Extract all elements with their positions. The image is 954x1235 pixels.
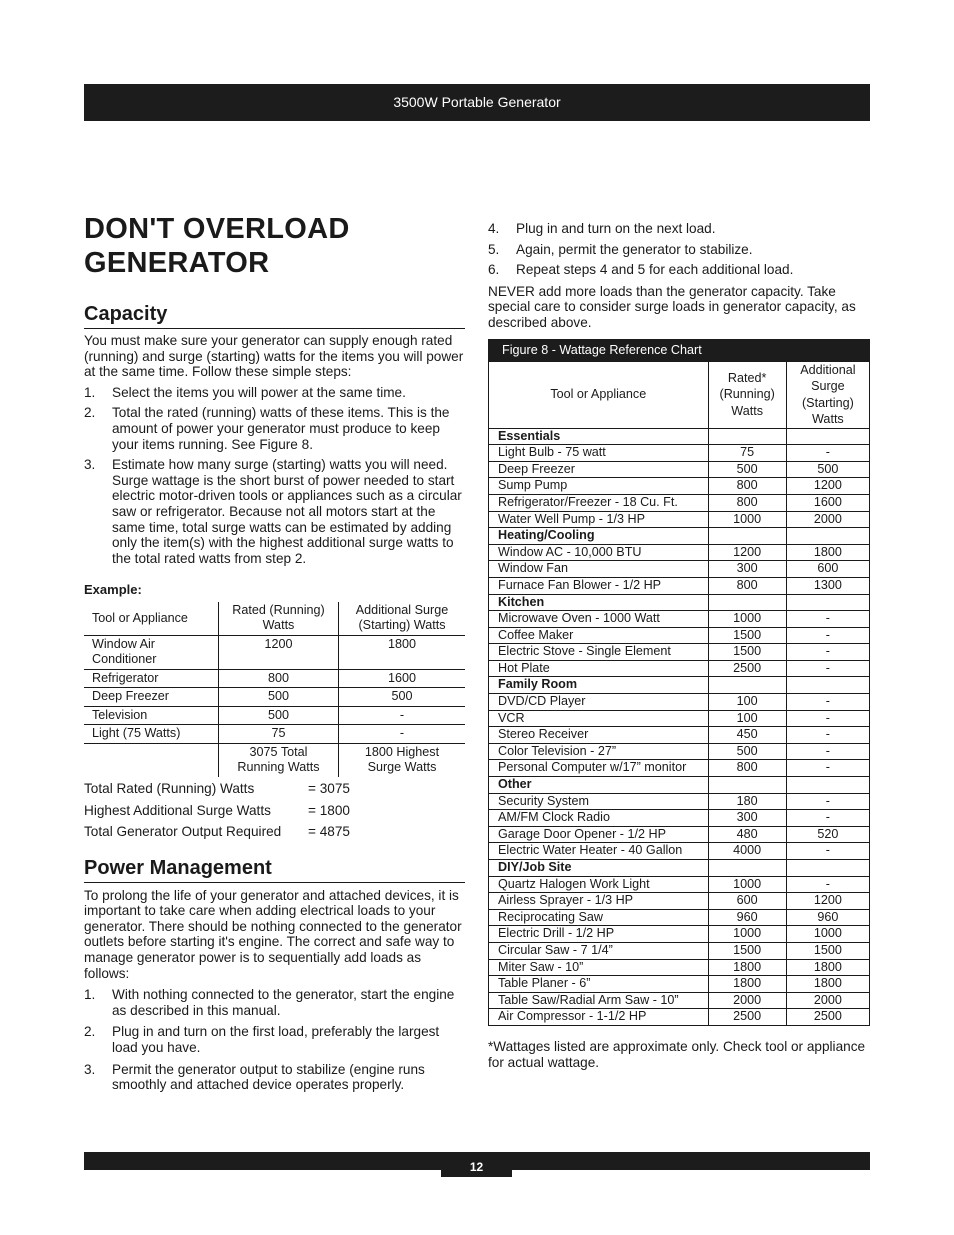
table-cell: - <box>786 445 869 462</box>
table-cell: Quartz Halogen Work Light <box>489 876 709 893</box>
table-cell: 500 <box>339 688 466 707</box>
table-cell: 450 <box>708 727 786 744</box>
table-cell: 300 <box>708 561 786 578</box>
category-row <box>489 860 870 877</box>
table-cell: VCR <box>489 710 709 727</box>
table-cell: Family Room <box>489 677 709 694</box>
table-cell: 1200 <box>786 893 869 910</box>
table-cell: Table Planer - 6” <box>489 976 709 993</box>
table-cell <box>786 860 869 877</box>
table-cell: - <box>339 706 466 725</box>
table-cell <box>708 594 786 611</box>
table-row <box>84 688 465 707</box>
capacity-heading: Capacity <box>84 302 465 329</box>
document-title: 3500W Portable Generator <box>393 94 561 110</box>
table-row <box>489 627 870 644</box>
table-row <box>489 1009 870 1026</box>
table-cell: Personal Computer w/17” monitor <box>489 760 709 777</box>
right-column <box>488 221 870 1070</box>
category-row <box>489 777 870 794</box>
table-cell: - <box>339 725 466 744</box>
table-cell <box>786 677 869 694</box>
table-cell: 2000 <box>786 992 869 1009</box>
table-cell: 2500 <box>708 1009 786 1026</box>
table-cell: Electric Stove - Single Element <box>489 644 709 661</box>
table-cell: Air Compressor - 1-1/2 HP <box>489 1009 709 1026</box>
table-cell: Kitchen <box>489 594 709 611</box>
table-row <box>489 909 870 926</box>
page-title-line-2: GENERATOR <box>84 247 270 279</box>
capacity-step: 3. Estimate how many surge (starting) watts you will need. Surge wattage is the short burst of power needed to start electric motor-driven tools or appliances such as a circular saw or refrigerator. Because not all motors start at the same time, total surge watts can be estimated by adding only the item(s) with the highest additional surge watts to the total rated watts from step 2. <box>84 457 462 566</box>
table-row <box>489 760 870 777</box>
example-label: Example: <box>84 582 142 598</box>
page-title <box>84 212 465 280</box>
table-cell: Window Fan <box>489 561 709 578</box>
power-step: 2. Plug in and turn on the first load, preferably the largest load you have. <box>84 1024 440 1056</box>
table-row <box>489 727 870 744</box>
summary-row: Total Rated (Running) Watts = 3075 <box>84 780 350 796</box>
table-row <box>489 694 870 711</box>
power-step: 1. With nothing connected to the generator, start the engine as described in this manual. <box>84 987 455 1018</box>
table-cell: Garage Door Opener - 1/2 HP <box>489 826 709 843</box>
table-cell: Stereo Receiver <box>489 727 709 744</box>
totals-row <box>84 743 465 777</box>
summary-row: Total Generator Output Required = 4875 <box>84 824 350 840</box>
table-row <box>489 611 870 628</box>
table-cell: 500 <box>219 688 339 707</box>
table-cell: Water Well Pump - 1/3 HP <box>489 511 709 528</box>
table-row <box>489 461 870 478</box>
table-cell: Other <box>489 777 709 794</box>
power-management-intro: To prolong the life of your generator and attached devices, it is important to take care when adding electrical loads to your generator. There should be nothing connected to the generator outlets before starting it's engine. The correct and safe way to manage generator power is to sequentially add loads as follows: <box>84 887 462 981</box>
table-row <box>489 893 870 910</box>
power-management-steps <box>84 987 465 1093</box>
table-cell: 1500 <box>786 942 869 959</box>
table-cell: 75 <box>219 725 339 744</box>
totals-cell <box>84 743 219 777</box>
overload-warning: NEVER add more loads than the generator capacity. Take special care to consider surge loads in generator capacity, as described above. <box>488 283 856 330</box>
header-bar <box>84 84 870 121</box>
table-row <box>489 959 870 976</box>
table-cell: Security System <box>489 793 709 810</box>
table-row <box>489 494 870 511</box>
table-row <box>489 793 870 810</box>
table-cell: 1500 <box>708 627 786 644</box>
table-row <box>489 710 870 727</box>
table-row <box>489 826 870 843</box>
column-header: Additional Surge (Starting) Watts <box>786 361 869 428</box>
table-cell: Circular Saw - 7 1/4” <box>489 942 709 959</box>
table-cell: 1000 <box>786 926 869 943</box>
table-cell: 1800 <box>339 635 466 669</box>
table-row <box>489 992 870 1009</box>
table-cell <box>708 528 786 545</box>
table-cell: - <box>786 611 869 628</box>
table-cell: 1200 <box>786 478 869 495</box>
table-cell <box>786 594 869 611</box>
table-row <box>489 926 870 943</box>
table-row <box>489 843 870 860</box>
power-step: 4. Plug in and turn on the next load. <box>488 221 716 236</box>
table-cell: 1000 <box>708 876 786 893</box>
category-row <box>489 677 870 694</box>
table-cell: 800 <box>219 669 339 688</box>
table-cell: Refrigerator/Freezer - 18 Cu. Ft. <box>489 494 709 511</box>
table-cell: 500 <box>708 461 786 478</box>
table-row <box>489 561 870 578</box>
table-cell: 1200 <box>219 635 339 669</box>
totals-cell: 3075 Total Running Watts <box>219 743 339 777</box>
power-step: 3. Permit the generator output to stabilize (engine runs smoothly and attached device operates properly. <box>84 1061 425 1093</box>
table-cell: Airless Sprayer - 1/3 HP <box>489 893 709 910</box>
table-cell: 800 <box>708 577 786 594</box>
table-cell: 1800 <box>786 544 869 561</box>
table-cell: Furnace Fan Blower - 1/2 HP <box>489 577 709 594</box>
table-row <box>489 445 870 462</box>
capacity-step: 2. Total the rated (running) watts of these items. This is the amount of power your generator must produce to keep your items running. See Figure 8. <box>84 405 450 452</box>
table-row <box>489 511 870 528</box>
table-row <box>489 660 870 677</box>
table-row <box>489 810 870 827</box>
table-cell: Window AC - 10,000 BTU <box>489 544 709 561</box>
example-table-header <box>84 602 465 636</box>
column-header: Tool or Appliance <box>489 361 709 428</box>
table-cell <box>786 528 869 545</box>
table-cell <box>786 428 869 445</box>
capacity-step: 1. Select the items you will power at the same time. <box>84 384 406 400</box>
table-cell <box>708 677 786 694</box>
table-cell: Electric Drill - 1/2 HP <box>489 926 709 943</box>
table-cell <box>708 428 786 445</box>
table-cell: 1600 <box>786 494 869 511</box>
table-cell: - <box>786 644 869 661</box>
table-cell: 500 <box>786 461 869 478</box>
power-management-heading: Power Management <box>84 856 465 883</box>
table-cell <box>786 777 869 794</box>
table-cell: Miter Saw - 10” <box>489 959 709 976</box>
table-cell: AM/FM Clock Radio <box>489 810 709 827</box>
table-cell: 1000 <box>708 926 786 943</box>
table-cell: - <box>786 694 869 711</box>
table-row <box>489 577 870 594</box>
table-cell: 500 <box>219 706 339 725</box>
table-cell: 1800 <box>786 959 869 976</box>
table-cell: Color Television - 27” <box>489 743 709 760</box>
table-cell: 500 <box>708 743 786 760</box>
category-row <box>489 594 870 611</box>
column-header: Rated* (Running) Watts <box>708 361 786 428</box>
table-cell: 1800 <box>708 959 786 976</box>
table-cell <box>708 860 786 877</box>
category-row <box>489 428 870 445</box>
table-cell: - <box>786 727 869 744</box>
table-cell: Light Bulb - 75 watt <box>489 445 709 462</box>
table-row <box>489 942 870 959</box>
table-cell: DIY/Job Site <box>489 860 709 877</box>
table-cell: Window Air Conditioner <box>84 635 219 669</box>
table-row <box>489 478 870 495</box>
table-cell: Refrigerator <box>84 669 219 688</box>
table-cell: 520 <box>786 826 869 843</box>
table-cell: 800 <box>708 760 786 777</box>
table-cell: 100 <box>708 710 786 727</box>
table-cell: - <box>786 760 869 777</box>
table-cell: DVD/CD Player <box>489 694 709 711</box>
table-cell: - <box>786 843 869 860</box>
table-cell: Essentials <box>489 428 709 445</box>
table-cell: - <box>786 710 869 727</box>
wattage-table-header <box>489 361 870 428</box>
capacity-summary <box>84 781 465 840</box>
table-cell: Reciprocating Saw <box>489 909 709 926</box>
table-cell: 1600 <box>339 669 466 688</box>
table-cell: 960 <box>786 909 869 926</box>
table-cell: 2500 <box>708 660 786 677</box>
table-cell <box>708 777 786 794</box>
column-header: Additional Surge (Starting) Watts <box>339 602 466 636</box>
table-cell: 600 <box>786 561 869 578</box>
table-cell: - <box>786 876 869 893</box>
summary-row: Highest Additional Surge Watts = 1800 <box>84 802 350 818</box>
category-row <box>489 528 870 545</box>
example-table <box>84 602 465 777</box>
table-cell: - <box>786 743 869 760</box>
table-cell: 1800 <box>786 976 869 993</box>
table-row <box>489 976 870 993</box>
column-header: Rated (Running) Watts <box>219 602 339 636</box>
wattage-reference-table <box>488 361 870 1026</box>
table-cell: 100 <box>708 694 786 711</box>
table-cell: Deep Freezer <box>489 461 709 478</box>
table-cell: - <box>786 660 869 677</box>
table-cell: 960 <box>708 909 786 926</box>
table-cell: 4000 <box>708 843 786 860</box>
table-cell: 300 <box>708 810 786 827</box>
table-cell: 2500 <box>786 1009 869 1026</box>
table-cell: 800 <box>708 494 786 511</box>
table-cell: 75 <box>708 445 786 462</box>
table-row <box>489 876 870 893</box>
capacity-intro: You must make sure your generator can supply enough rated (running) and surge (starting) watts for the items you will power at the same time. Follow these simple steps: <box>84 333 464 380</box>
table-cell: Hot Plate <box>489 660 709 677</box>
table-cell: Sump Pump <box>489 478 709 495</box>
table-cell: - <box>786 627 869 644</box>
table-cell: - <box>786 810 869 827</box>
table-row <box>489 644 870 661</box>
table-cell: Light (75 Watts) <box>84 725 219 744</box>
page-number: 12 <box>441 1152 512 1177</box>
table-cell: 1500 <box>708 644 786 661</box>
table-cell: Microwave Oven - 1000 Watt <box>489 611 709 628</box>
power-management-steps-continued <box>488 221 870 278</box>
table-cell: 2000 <box>708 992 786 1009</box>
left-column <box>84 212 465 1093</box>
capacity-steps <box>84 385 465 567</box>
power-step: 5. Again, permit the generator to stabilize. <box>488 241 753 257</box>
table-row <box>489 743 870 760</box>
table-cell: Deep Freezer <box>84 688 219 707</box>
table-cell: Table Saw/Radial Arm Saw - 10” <box>489 992 709 1009</box>
table-cell: 800 <box>708 478 786 495</box>
table-cell: Television <box>84 706 219 725</box>
table-cell: - <box>786 793 869 810</box>
table-row <box>84 669 465 688</box>
table-cell: 180 <box>708 793 786 810</box>
table-row <box>489 544 870 561</box>
column-header: Tool or Appliance <box>84 602 219 636</box>
table-cell: 1000 <box>708 611 786 628</box>
table-row <box>84 635 465 669</box>
table-row <box>84 725 465 744</box>
wattage-chart-title: Figure 8 - Wattage Reference Chart <box>488 339 870 361</box>
table-cell: 1300 <box>786 577 869 594</box>
table-cell: 1000 <box>708 511 786 528</box>
table-cell: 1200 <box>708 544 786 561</box>
power-step: 6. Repeat steps 4 and 5 for each additional load. <box>488 262 794 278</box>
wattage-footnote: *Wattages listed are approximate only. Check tool or appliance for actual wattage. <box>488 1038 866 1070</box>
page-title-line-1: DON'T OVERLOAD <box>84 213 350 245</box>
table-cell: Electric Water Heater - 40 Gallon <box>489 843 709 860</box>
table-cell: Heating/Cooling <box>489 528 709 545</box>
table-row <box>84 706 465 725</box>
table-cell: 1500 <box>708 942 786 959</box>
table-cell: 2000 <box>786 511 869 528</box>
totals-cell: 1800 Highest Surge Watts <box>364 744 440 775</box>
table-cell: 1800 <box>708 976 786 993</box>
table-cell: 480 <box>708 826 786 843</box>
table-cell: 600 <box>708 893 786 910</box>
table-cell: Coffee Maker <box>489 627 709 644</box>
